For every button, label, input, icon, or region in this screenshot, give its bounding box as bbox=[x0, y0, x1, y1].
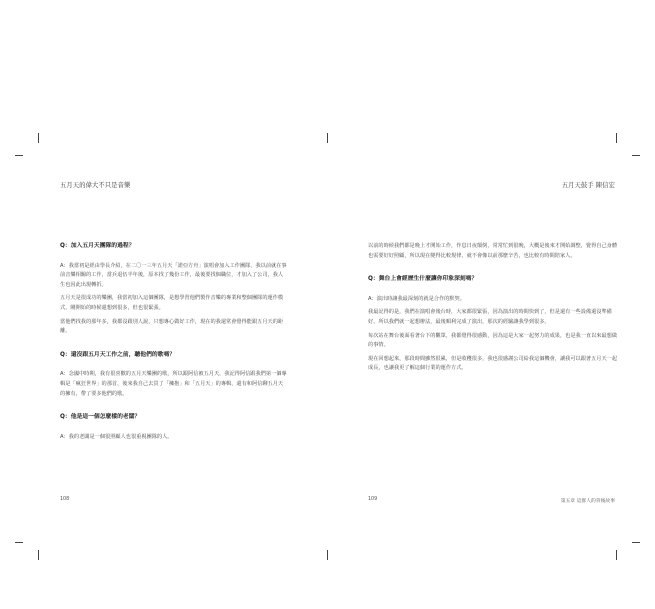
left-page-body bbox=[60, 242, 287, 446]
right-page-body bbox=[368, 242, 618, 378]
body-paragraph: 以前的時候我們都是晚上才開始工作，作息日夜顛倒，常常忙到很晚，大概是後來才開始調整，覺得自己身體也需要好好照顧，所以現在變得比較規律，就不會像以前那麼辛苦，也比較有時間陪家人。 bbox=[368, 243, 618, 259]
right-page bbox=[328, 0, 655, 609]
page-number: 108 bbox=[60, 497, 70, 502]
left-page bbox=[0, 0, 327, 609]
body-paragraph: 我最記得的是，我們在演唱會後台時，大家都很緊張，因為演出的時間快到了，但是還有一些設備還沒準備好，所以我們就一起想辦法，最後順利完成了演出，那次的經驗讓我學到很多。 bbox=[368, 309, 612, 325]
body-paragraph: 五月天是很成功的樂團，我當初加入這個團隊，是想學習他們製作音樂的專業和整個團隊的運作模式，剛開始的時候還想到很多，但也很緊張。 bbox=[60, 295, 284, 311]
body-paragraph: A：演出時讓我最深刻的就是合作的默契。 bbox=[368, 295, 465, 302]
question-heading: Q：他是這一個怎麼樣的老闆？ bbox=[60, 414, 141, 421]
body-paragraph: 當他們找我的那年多，我都沒跟別人說，只想專心做好工作，現在的我還常會覺得能跟五月天的距離。 bbox=[60, 318, 284, 335]
question-heading: Q：還沒跟五月天工作之前，聽他們的歌嗎？ bbox=[60, 351, 176, 358]
header-right-title: 五月天鼓手 陳信宏 bbox=[561, 182, 615, 189]
page-number: 109 bbox=[368, 497, 378, 502]
body-paragraph: A：我的老闆是一個很照顧人也很重視團隊的人。 bbox=[60, 433, 173, 440]
body-paragraph: 現在回想起來，那段時間雖然很累，但是收穫很多，我也很感謝公司給我這個機會，讓我可以跟著五月天一起成長，也讓我更了解這個行業的運作方式。 bbox=[368, 355, 618, 372]
question-heading: Q：舞台上會經歷生什麼讓你印象深刻嗎？ bbox=[368, 276, 478, 283]
header-left-title: 五月天的偉大不只是音樂 bbox=[60, 182, 131, 189]
body-paragraph: A：念國中時期，我有很喜歡的五月天樂團的歌，所以跟阿信被五月天，我記得阿信跟我們第一個專輯是「瘋狂世界」的那首，後來我自己去買了「擁抱」和「五月天」的專輯，還有和阿信聊五月天的擁有，帶了要多他們的歌。 bbox=[60, 371, 287, 397]
footer-chapter-title: 第五章 這群人的背後故事 bbox=[560, 499, 615, 504]
body-paragraph: A：我當初是經由學長介紹，在二〇一三年五月天「諾亞方舟」演唱會加入工作團隊，我以前就在事前音樂相關的工作，當兵退伍半年後，原本找了幾份工作，最後要找個職位，才加入了公司，我人生也因此出現轉折。 bbox=[60, 262, 287, 288]
body-paragraph: 每次站在舞台後面看著台下的觀眾，我都覺得很感動，因為這是大家一起努力的成果，也是我一直以來最想做的事情。 bbox=[368, 332, 618, 349]
question-heading: Q：加入五月天團隊的過程？ bbox=[60, 243, 135, 249]
